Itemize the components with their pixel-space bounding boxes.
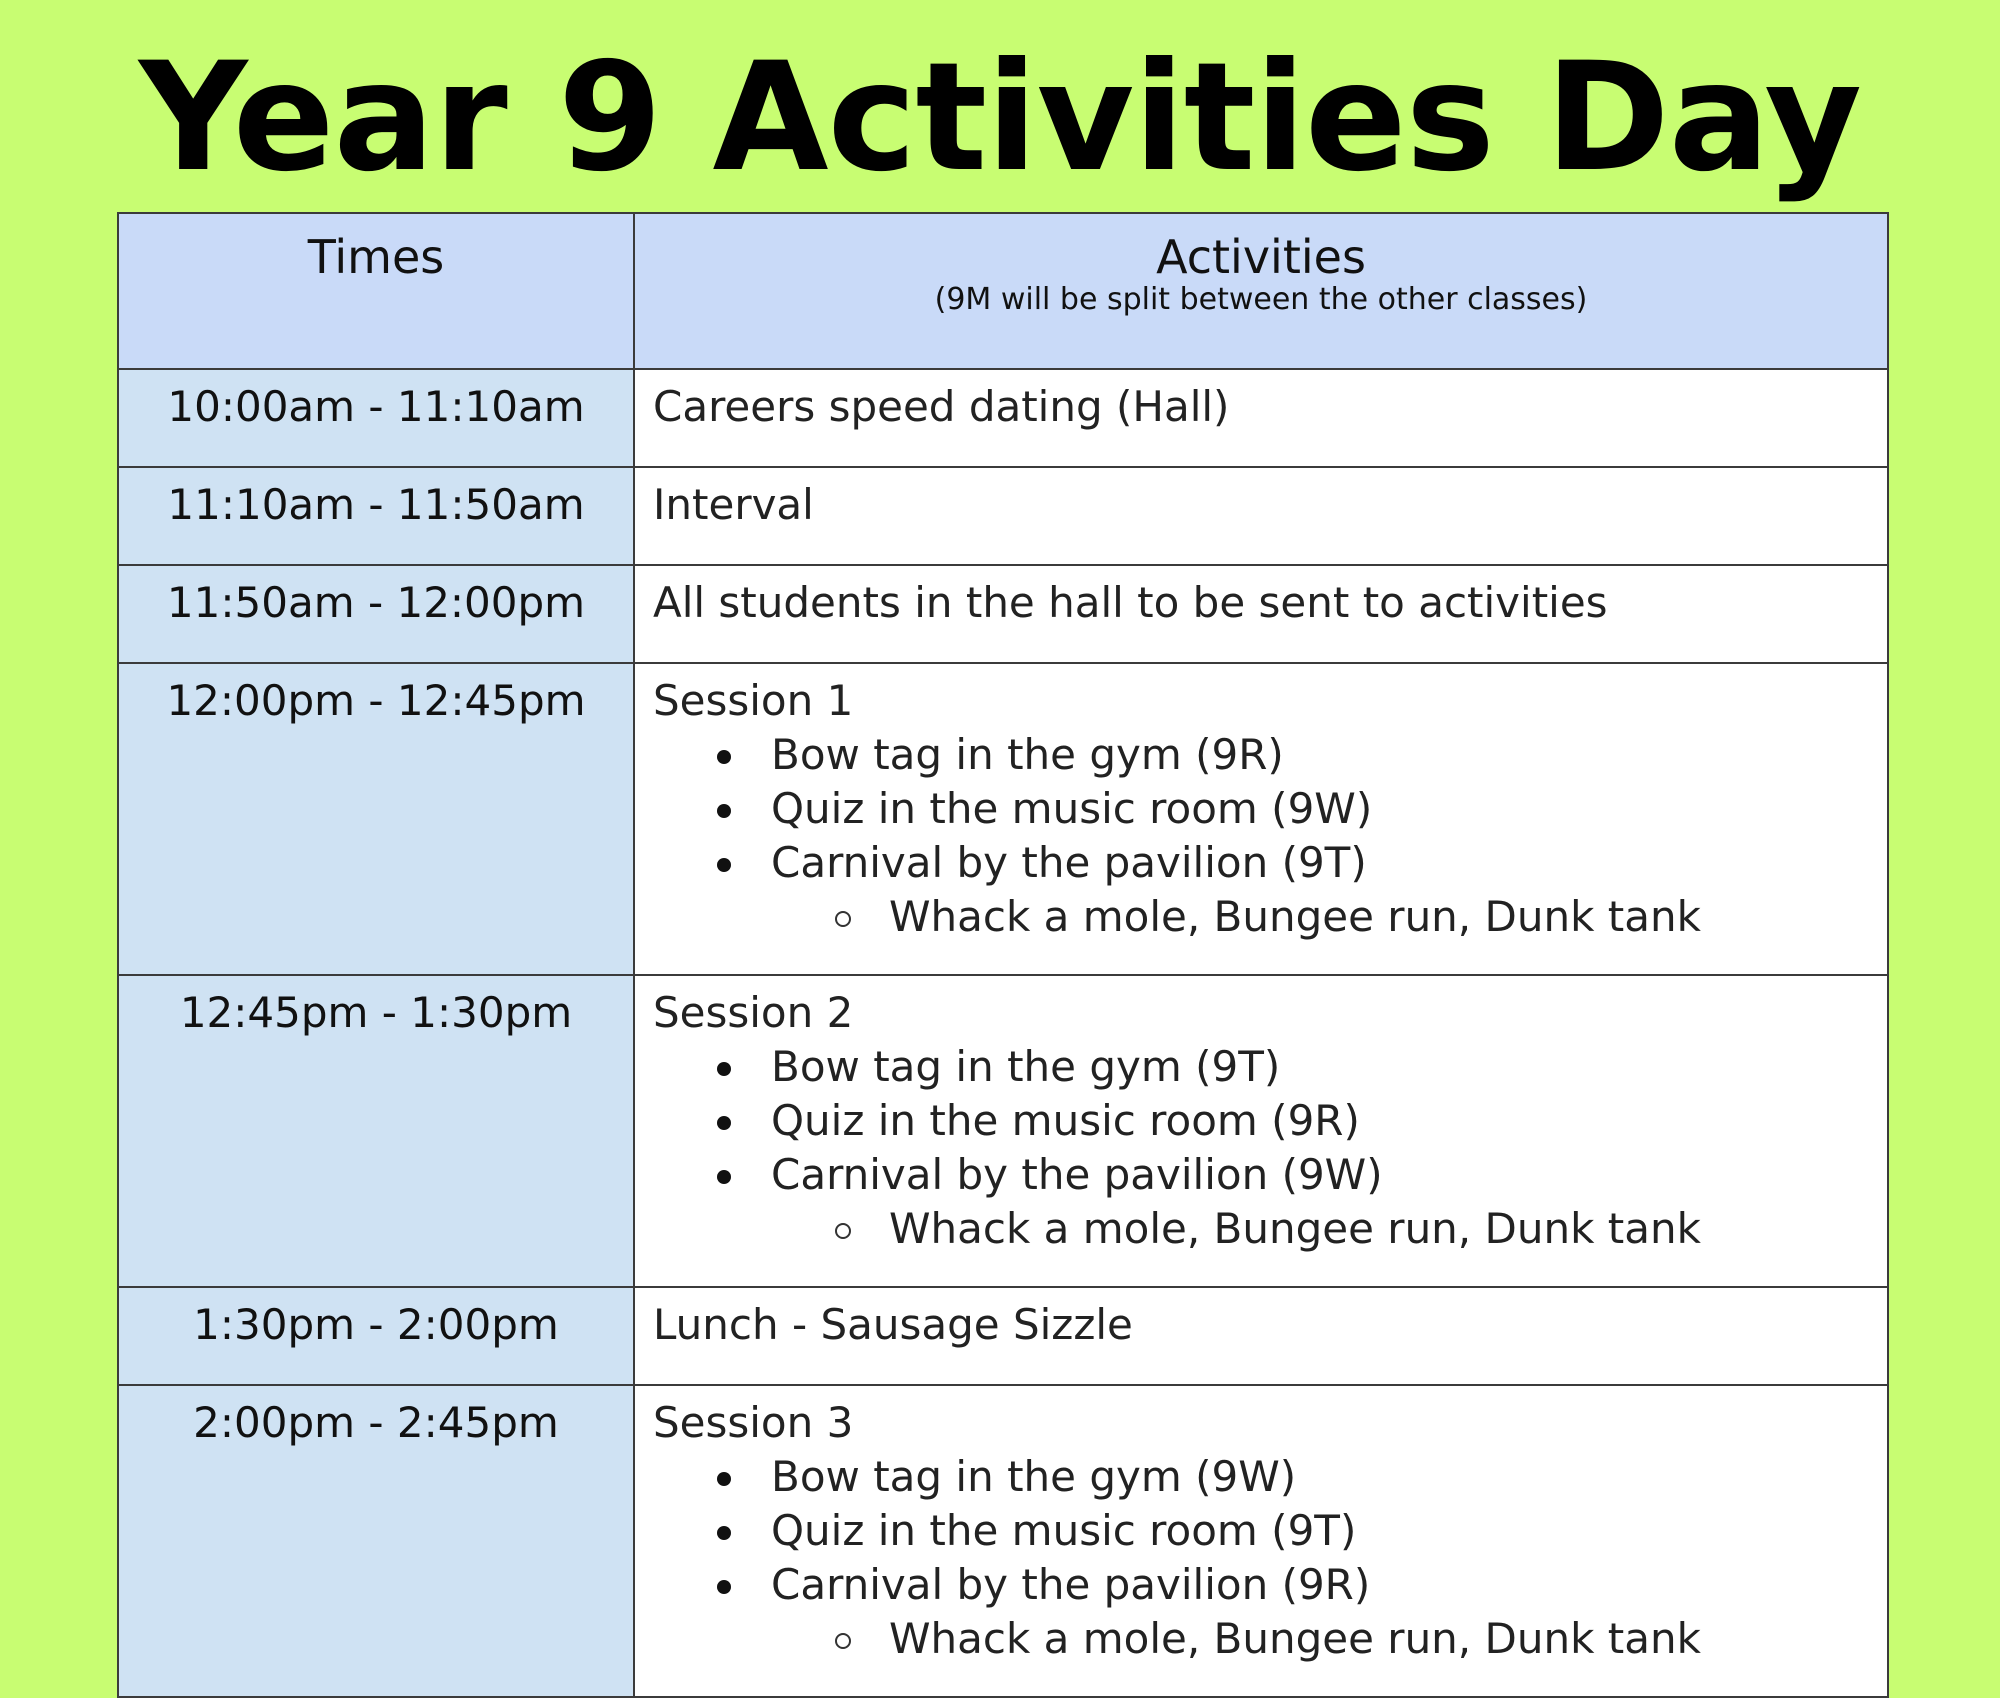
session-title: Session 3 bbox=[653, 1398, 854, 1447]
table-row bbox=[118, 369, 1888, 467]
list-item-label: Bow tag in the gym (9R) bbox=[771, 730, 1284, 779]
list-item-label: Carnival by the pavilion (9W) bbox=[771, 1150, 1383, 1199]
table-row bbox=[118, 975, 1888, 1287]
list-item-label: Quiz in the music room (9T) bbox=[771, 1506, 1357, 1555]
times-column-header: Times bbox=[118, 213, 634, 369]
sub-list-item bbox=[653, 1612, 1887, 1666]
time-cell: 2:00pm - 2:45pm bbox=[118, 1385, 634, 1697]
carnival-sub-list bbox=[653, 890, 1887, 944]
bullet-icon bbox=[717, 1580, 731, 1594]
sub-list-item-label: Whack a mole, Bungee run, Dunk tank bbox=[889, 1204, 1701, 1253]
list-item bbox=[653, 1504, 1887, 1558]
list-item-label: Quiz in the music room (9W) bbox=[771, 784, 1373, 833]
table-body bbox=[118, 369, 1888, 1697]
session-activity-list bbox=[653, 1450, 1887, 1612]
table-row bbox=[118, 663, 1888, 975]
table-row bbox=[118, 1287, 1888, 1385]
hollow-bullet-icon bbox=[835, 1633, 851, 1649]
activities-header-note: (9M will be split between the other classes) bbox=[934, 282, 1588, 317]
list-item bbox=[653, 836, 1887, 890]
bullet-icon bbox=[717, 1116, 731, 1130]
activity-cell bbox=[634, 663, 1888, 975]
list-item-label: Bow tag in the gym (9T) bbox=[771, 1042, 1281, 1091]
activity-cell: All students in the hall to be sent to activities bbox=[634, 565, 1888, 663]
table-row bbox=[118, 467, 1888, 565]
hollow-bullet-icon bbox=[835, 911, 851, 927]
time-cell: 12:00pm - 12:45pm bbox=[118, 663, 634, 975]
activity-cell: Careers speed dating (Hall) bbox=[634, 369, 1888, 467]
session-activity-list bbox=[653, 728, 1887, 890]
bullet-icon bbox=[717, 750, 731, 764]
session-activity-list bbox=[653, 1040, 1887, 1202]
schedule-table bbox=[117, 212, 1889, 1698]
time-cell: 12:45pm - 1:30pm bbox=[118, 975, 634, 1287]
sub-list-item bbox=[653, 1202, 1887, 1256]
activity-cell bbox=[634, 975, 1888, 1287]
hollow-bullet-icon bbox=[835, 1223, 851, 1239]
activity-cell bbox=[634, 1385, 1888, 1697]
bullet-icon bbox=[717, 858, 731, 872]
table-row bbox=[118, 1385, 1888, 1697]
time-cell: 11:50am - 12:00pm bbox=[118, 565, 634, 663]
list-item bbox=[653, 1040, 1887, 1094]
activity-cell: Interval bbox=[634, 467, 1888, 565]
activities-column-header bbox=[634, 213, 1888, 369]
time-cell: 10:00am - 11:10am bbox=[118, 369, 634, 467]
carnival-sub-list bbox=[653, 1202, 1887, 1256]
activity-cell: Lunch - Sausage Sizzle bbox=[634, 1287, 1888, 1385]
session-title: Session 2 bbox=[653, 988, 854, 1037]
list-item bbox=[653, 1094, 1887, 1148]
table-header bbox=[118, 213, 1888, 369]
page-title: Year 9 Activities Day bbox=[138, 31, 1862, 205]
bullet-icon bbox=[717, 1526, 731, 1540]
list-item bbox=[653, 782, 1887, 836]
time-cell: 1:30pm - 2:00pm bbox=[118, 1287, 634, 1385]
list-item-label: Quiz in the music room (9R) bbox=[771, 1096, 1360, 1145]
session-title: Session 1 bbox=[653, 676, 854, 725]
table-row bbox=[118, 565, 1888, 663]
activities-header-title: Activities bbox=[1156, 230, 1366, 284]
sub-list-item-label: Whack a mole, Bungee run, Dunk tank bbox=[889, 1614, 1701, 1663]
list-item bbox=[653, 728, 1887, 782]
bullet-icon bbox=[717, 1062, 731, 1076]
sub-list-item bbox=[653, 890, 1887, 944]
list-item-label: Carnival by the pavilion (9R) bbox=[771, 1560, 1371, 1609]
list-item-label: Carnival by the pavilion (9T) bbox=[771, 838, 1367, 887]
sub-list-item-label: Whack a mole, Bungee run, Dunk tank bbox=[889, 892, 1701, 941]
bullet-icon bbox=[717, 804, 731, 818]
list-item bbox=[653, 1558, 1887, 1612]
carnival-sub-list bbox=[653, 1612, 1887, 1666]
list-item bbox=[653, 1450, 1887, 1504]
time-cell: 11:10am - 11:50am bbox=[118, 467, 634, 565]
list-item-label: Bow tag in the gym (9W) bbox=[771, 1452, 1297, 1501]
list-item bbox=[653, 1148, 1887, 1202]
bullet-icon bbox=[717, 1170, 731, 1184]
bullet-icon bbox=[717, 1472, 731, 1486]
header-row bbox=[118, 213, 1888, 369]
